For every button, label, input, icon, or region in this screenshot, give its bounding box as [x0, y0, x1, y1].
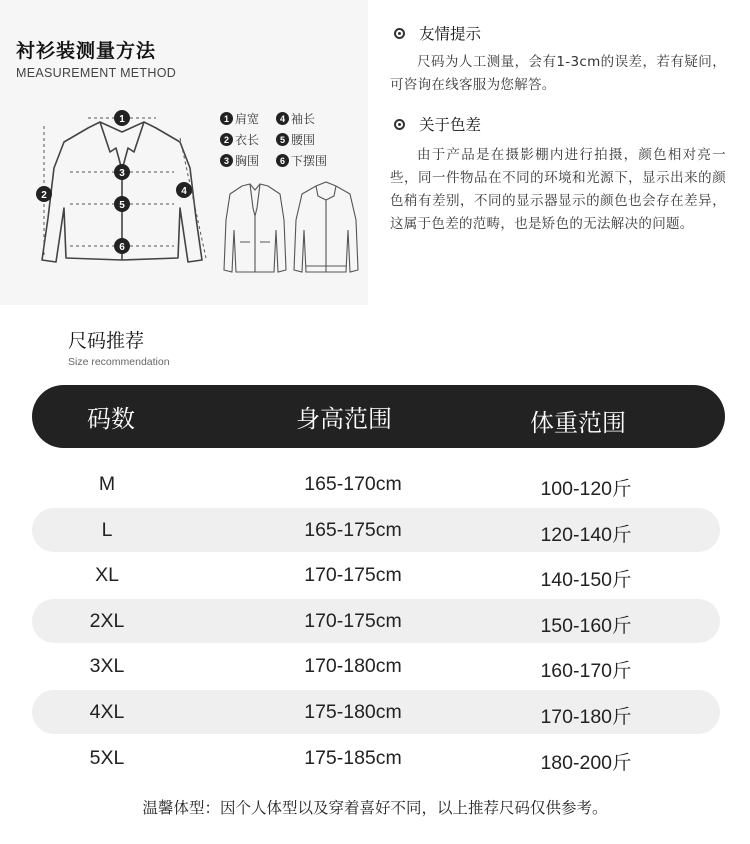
suit-sketch [220, 180, 290, 280]
cell-height: 170-175cm [304, 564, 402, 587]
legend-item: 5 腰围 [276, 131, 315, 148]
tip-text-color: 由于产品是在摄影棚内进行拍摄，颜色相对亮一些，同一件物品在不同的环境和光源下，显示出来的颜色稍有差别，不同的显示器显示的颜色也会存在差异，这属于色差的范畴，也是矫色的无法解决的问题。 [390, 147, 726, 232]
cell-height: 170-180cm [304, 655, 402, 678]
legend-item: 3 胸围 [220, 152, 259, 169]
size-section-subtitle: Size recommendation [68, 356, 170, 368]
svg-text:2: 2 [41, 190, 47, 201]
cell-height: 165-175cm [304, 518, 402, 541]
size-section-title: 尺码推荐 [68, 330, 145, 352]
tip-heading-friendly: 友情提示 [390, 22, 481, 44]
size-table-header [32, 385, 725, 448]
cell-weight: 180-200斤 [540, 751, 632, 774]
svg-text:4: 4 [181, 186, 187, 197]
svg-text:6: 6 [119, 242, 125, 253]
cell-size: L [101, 518, 113, 541]
bullet-icon [394, 119, 405, 130]
cell-weight: 170-180斤 [540, 706, 632, 728]
size-note: 温馨体型：因个人体型以及穿着喜好不同，以上推荐尺码仅供参考。 [142, 799, 608, 817]
cell-weight: 140-150斤 [540, 569, 632, 592]
cell-weight: 160-170斤 [540, 660, 632, 683]
cell-size: XL [95, 564, 119, 587]
cell-weight: 100-120斤 [540, 478, 632, 500]
cell-size: 3XL [89, 655, 125, 678]
cell-size: 5XL [89, 746, 125, 769]
header-height: 身高范围 [296, 405, 392, 433]
cell-size: 4XL [89, 701, 125, 723]
tip-heading-color: 关于色差 [390, 113, 481, 135]
jacket-sketch [290, 180, 362, 280]
cell-size: 2XL [89, 609, 125, 632]
cell-height: 170-175cm [304, 609, 402, 632]
header-weight: 体重范围 [530, 409, 626, 437]
measurement-subtitle: MEASUREMENT METHOD [16, 66, 177, 80]
cell-weight: 150-160斤 [540, 614, 632, 637]
cell-height: 175-180cm [304, 701, 402, 723]
cell-height: 175-185cm [304, 746, 402, 769]
legend-item: 1 肩宽 [220, 110, 259, 127]
cell-height: 165-170cm [304, 473, 402, 495]
bullet-icon [394, 28, 405, 39]
legend-item: 6 下摆围 [276, 152, 327, 169]
cell-size: M [98, 473, 116, 495]
measurement-title: 衬衫装测量方法 [16, 40, 157, 62]
svg-text:3: 3 [119, 168, 125, 179]
svg-text:1: 1 [119, 114, 125, 125]
legend-item: 4 袖长 [276, 110, 315, 127]
svg-text:5: 5 [119, 200, 125, 211]
tip-text-friendly: 尺码为人工测量，会有1-3cm的误差，若有疑问，可咨询在线客服为您解答。 [390, 54, 726, 93]
cell-weight: 120-140斤 [540, 523, 632, 546]
header-size: 码数 [87, 405, 135, 433]
legend-item: 2 衣长 [220, 131, 259, 148]
jacket-measurement-diagram [30, 108, 225, 278]
